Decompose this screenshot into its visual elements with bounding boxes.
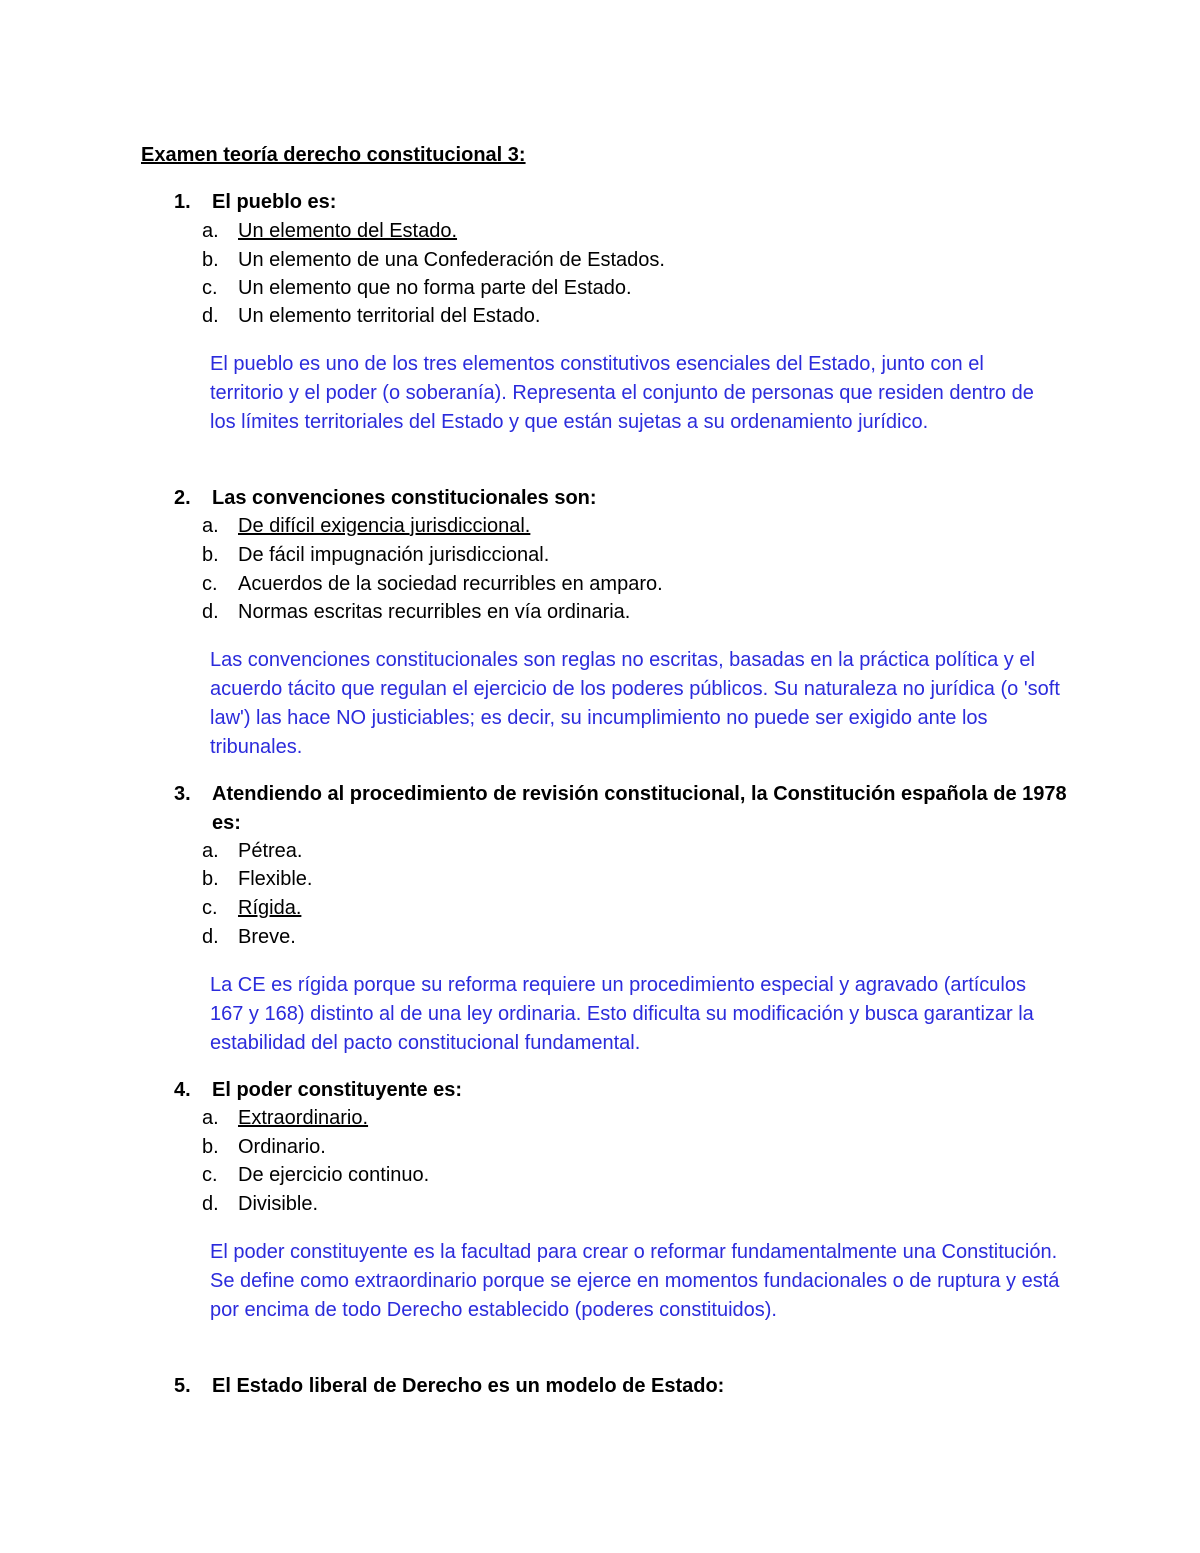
option-2a [202,512,530,541]
option-1d [202,302,540,331]
option-text: Rígida. [238,897,302,919]
option-letter: d. [202,305,219,327]
option-text: De ejercicio continuo. [238,1164,430,1186]
option-text: Acuerdos de la sociedad recurribles en amparo. [238,573,663,595]
option-2d [202,598,630,627]
option-letter: a. [202,1107,219,1129]
question-number: 2. [174,487,191,509]
explanation-1: El pueblo es uno de los tres elementos constitutivos esenciales del Estado, junto con el territorio y el poder (o soberanía). Representa el conjunto de personas que residen dentro de los límites territoriales del Estado y que están sujetas a su ordenamiento jurídico. [210,353,1034,433]
question-number: 1. [174,191,191,213]
question-text: El Estado liberal de Derecho es un modelo de Estado: [212,1375,725,1397]
option-text: Normas escritas recurribles en vía ordinaria. [238,601,631,623]
option-letter: a. [202,840,219,862]
option-letter: c. [202,1164,218,1186]
question-number: 4. [174,1079,191,1101]
option-3b [202,865,312,894]
option-letter: b. [202,544,219,566]
question-text: El poder constituyente es: [212,1079,463,1101]
option-2c [202,570,663,599]
option-text: Pétrea. [238,840,303,862]
option-letter: b. [202,1136,219,1158]
option-letter: d. [202,926,219,948]
option-text: Flexible. [238,868,313,890]
explanation-3: La CE es rígida porque su reforma requiere un procedimiento especial y agravado (artículos 167 y 168) distinto al de una ley ordinaria. Esto dificulta su modificación y busca garantizar la estabilidad del pacto constitucional fundamental. [210,974,1034,1054]
option-4b [202,1133,326,1162]
question-5 [174,1372,1074,1401]
explanation-2: Las convenciones constitucionales son reglas no escritas, basadas en la práctica política y el acuerdo tácito que regulan el ejercicio de los poderes públicos. Su naturaleza no jurídica (o 'soft law') las hace NO justiciables; es decir, su incumplimiento no puede ser exigido ante los tribunales. [210,649,1060,758]
question-text: Atendiendo al procedimiento de revisión constitucional, la Constitución española de 1978 es: [212,783,1067,834]
question-3 [174,780,1074,838]
question-4 [174,1076,1074,1105]
option-letter: c. [202,897,218,919]
option-letter: b. [202,868,219,890]
question-1 [174,188,1074,217]
option-text: Un elemento del Estado. [238,220,458,242]
question-text: El pueblo es: [212,191,337,213]
option-1a [202,217,457,246]
option-3a [202,837,302,866]
option-4d [202,1190,318,1219]
option-3c [202,894,301,923]
question-number: 3. [174,783,191,805]
option-1c [202,274,632,303]
option-letter: c. [202,277,218,299]
option-text: Breve. [238,926,296,948]
option-4a [202,1104,368,1133]
option-text: De difícil exigencia jurisdiccional. [238,515,531,537]
option-letter: b. [202,249,219,271]
option-text: Extraordinario. [238,1107,369,1129]
option-letter: a. [202,515,219,537]
explanation-4: El poder constituyente es la facultad para crear o reformar fundamentalmente una Constitución. Se define como extraordinario porque se ejerce en momentos fundacionales o de ruptura y está por encima de todo Derecho establecido (poderes constituidos). [210,1241,1060,1321]
option-2b [202,541,549,570]
question-text: Las convenciones constitucionales son: [212,487,597,509]
option-4c [202,1161,429,1190]
document-title: Examen teoría derecho constitucional 3: [141,144,526,166]
option-text: Un elemento que no forma parte del Estado. [238,277,632,299]
option-text: De fácil impugnación jurisdiccional. [238,544,550,566]
option-text: Divisible. [238,1193,319,1215]
option-3d [202,923,296,952]
option-letter: c. [202,573,218,595]
option-letter: d. [202,601,219,623]
option-text: Ordinario. [238,1136,326,1158]
option-letter: d. [202,1193,219,1215]
question-2 [174,484,1074,513]
option-letter: a. [202,220,219,242]
option-1b [202,246,665,275]
option-text: Un elemento de una Confederación de Estados. [238,249,665,271]
option-text: Un elemento territorial del Estado. [238,305,541,327]
question-number: 5. [174,1375,191,1397]
